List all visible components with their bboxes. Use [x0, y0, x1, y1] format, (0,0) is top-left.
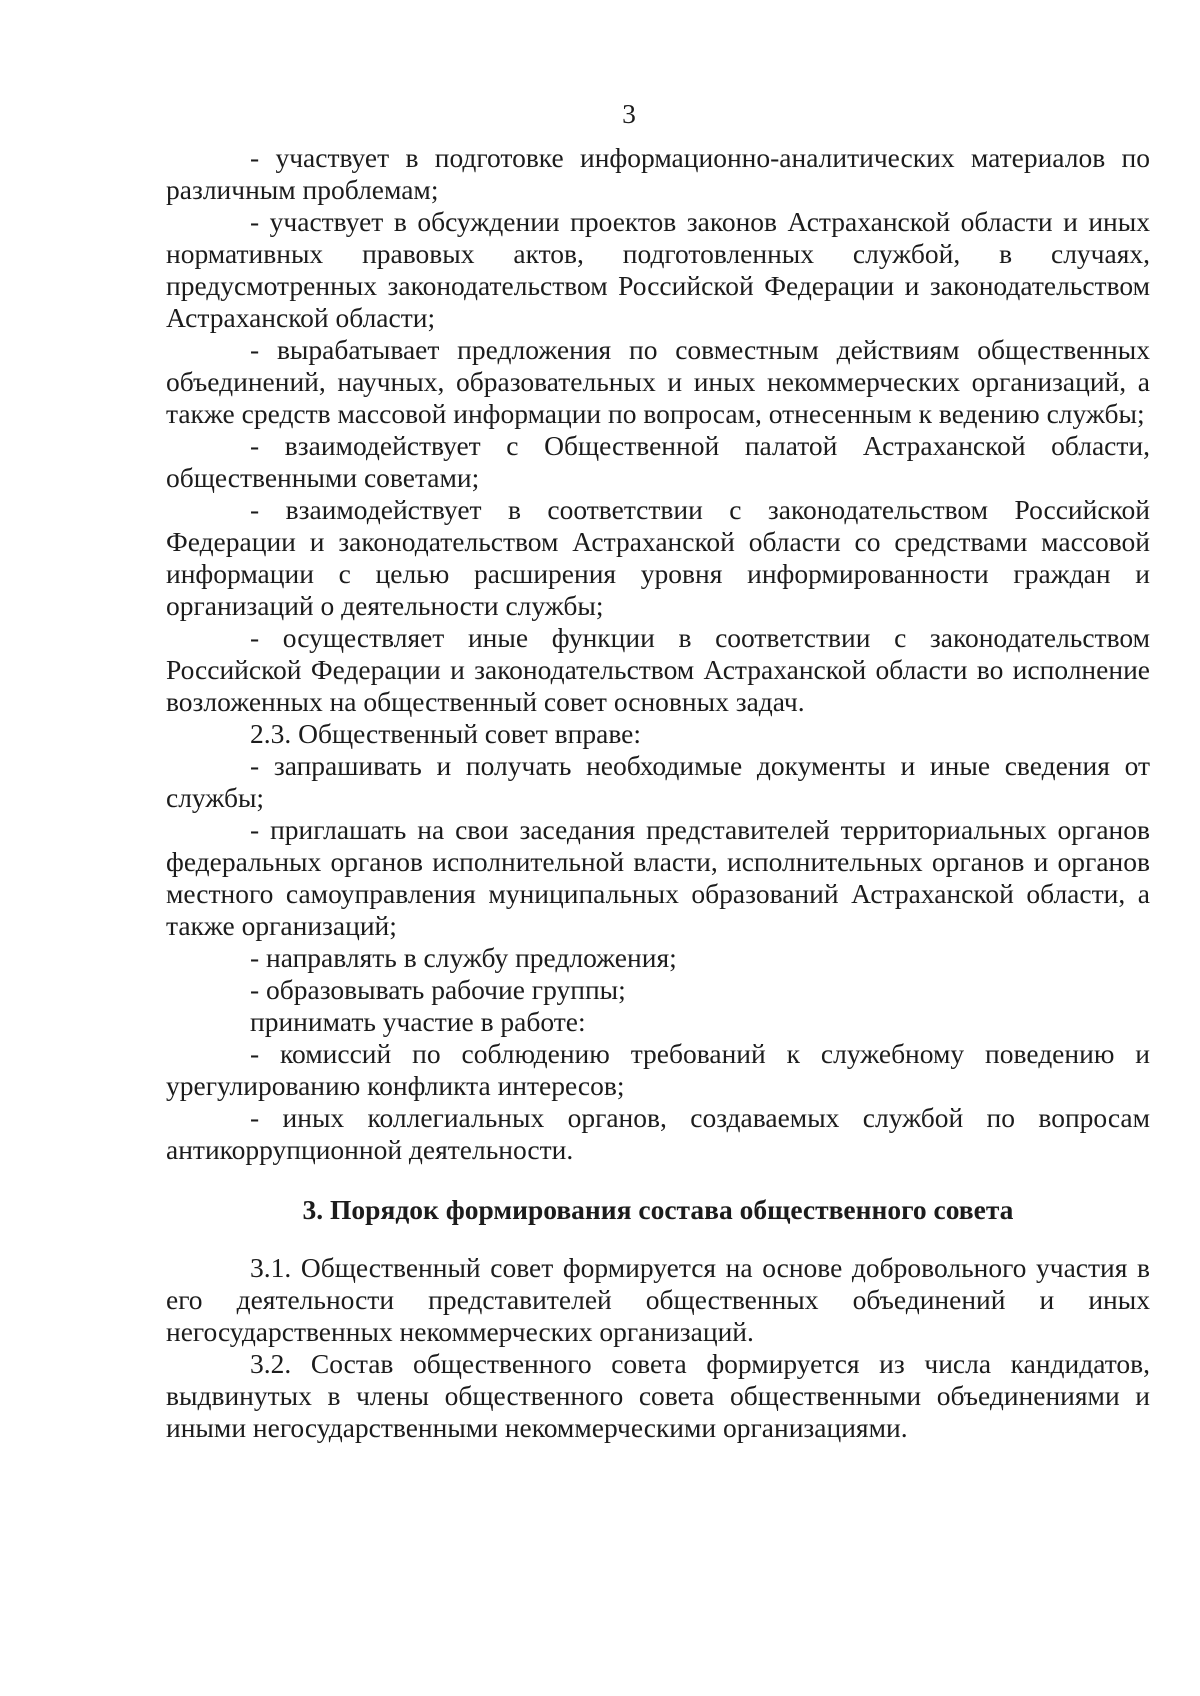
- paragraph: - взаимодействует с Общественной палатой Астраханской области, общественными советами;: [166, 430, 1150, 493]
- paragraph: - осуществляет иные функции в соответствии с законодательством Российской Федерации и законодательством Астраханской области во исполнение возложенных на общественный совет основных задач.: [166, 622, 1150, 717]
- paragraph: - взаимодействует в соответствии с законодательством Российской Федерации и законодательством Астраханской области со средствами массовой информации с целью расширения уровня информированности граждан и организаций о деятельности службы;: [166, 494, 1150, 621]
- page-number: 3: [622, 98, 636, 129]
- section-heading: 3. Порядок формирования состава общественного совета: [302, 1194, 1014, 1225]
- paragraph: 3.2. Состав общественного совета формируется из числа кандидатов, выдвинутых в члены общественного совета общественными объединениями и иными негосударственными некоммерческими организациями.: [166, 1348, 1150, 1443]
- paragraph: - комиссий по соблюдению требований к служебному поведению и урегулированию конфликта интересов;: [166, 1038, 1150, 1101]
- paragraph: - участвует в подготовке информационно-аналитических материалов по различным проблемам;: [166, 142, 1150, 205]
- paragraph: 2.3. Общественный совет вправе:: [250, 718, 642, 749]
- paragraph: - образовывать рабочие группы;: [250, 974, 626, 1005]
- paragraph: - запрашивать и получать необходимые документы и иные сведения от службы;: [166, 750, 1150, 813]
- paragraph: - вырабатывает предложения по совместным действиям общественных объединений, научных, образовательных и иных некоммерческих организаций, а также средств массовой информации по вопросам, отнесенным к ведению службы;: [166, 334, 1150, 429]
- paragraph: - приглашать на свои заседания представителей территориальных органов федеральных органов исполнительной власти, исполнительных органов и органов местного самоуправления муниципальных образований Астраханской области, а также организаций;: [166, 814, 1150, 941]
- paragraph: - направлять в службу предложения;: [250, 942, 677, 973]
- document-body: [166, 142, 1150, 1444]
- paragraph: 3.1. Общественный совет формируется на основе добровольного участия в его деятельности представителей общественных объединений и иных негосударственных некоммерческих организаций.: [166, 1252, 1150, 1347]
- paragraph: - участвует в обсуждении проектов законов Астраханской области и иных нормативных правовых актов, подготовленных службой, в случаях, предусмотренных законодательством Российской Федерации и законодательством Астраханской области;: [166, 206, 1150, 333]
- paragraph: принимать участие в работе:: [250, 1006, 586, 1037]
- paragraph: - иных коллегиальных органов, создаваемых службой по вопросам антикоррупционной деятельности.: [166, 1102, 1150, 1165]
